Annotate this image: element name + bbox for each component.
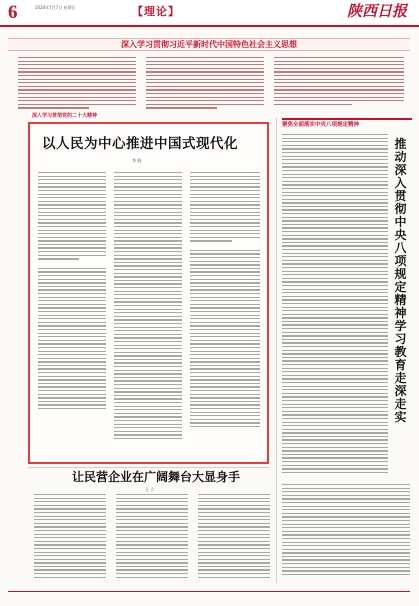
banner-title: 深入学习贯彻习近平新时代中国特色社会主义思想 [121, 40, 297, 49]
top-column-3 [274, 57, 404, 113]
bottom-article-title: 让民营企业在广阔舞台大显身手 [72, 470, 241, 484]
side-text-column [282, 134, 388, 479]
side-vertical-title: 推动深入贯彻中央八项规定精神学习教育走深走实 [394, 137, 407, 424]
bottom-right-column [282, 484, 410, 580]
feature-column-3 [190, 172, 260, 457]
article-divider [28, 467, 269, 468]
top-column-1 [18, 57, 136, 113]
topic-banner [8, 38, 410, 51]
page-number: 6 [8, 2, 18, 23]
masthead [0, 0, 419, 27]
bottom-article-byline: 王 立 [145, 487, 155, 492]
feature-byline: 李 晓 [132, 158, 142, 163]
side-section-label: 聚焦全面落实中央八项规定精神 [282, 122, 360, 128]
footer-rule [8, 591, 410, 592]
bottom-column-3 [198, 494, 270, 580]
top-article [18, 57, 408, 113]
feature-title: 以人民为中心推进中国式现代化 [42, 136, 238, 152]
column-divider [276, 118, 277, 583]
side-article [282, 118, 412, 478]
feature-column-1 [38, 172, 106, 457]
feature-column-2 [114, 172, 182, 457]
section-name: 【理论】 [132, 5, 180, 18]
feature-article [28, 122, 269, 464]
issue-date: 2024年7月7日 星期日 [35, 5, 76, 10]
top-column-2 [146, 57, 264, 113]
feature-section-label: 深入学习贯彻党的二十大精神 [32, 113, 98, 119]
newspaper-logo: 陕西日报 [346, 4, 407, 20]
bottom-column-2 [116, 494, 188, 580]
bottom-column-1 [34, 494, 106, 580]
